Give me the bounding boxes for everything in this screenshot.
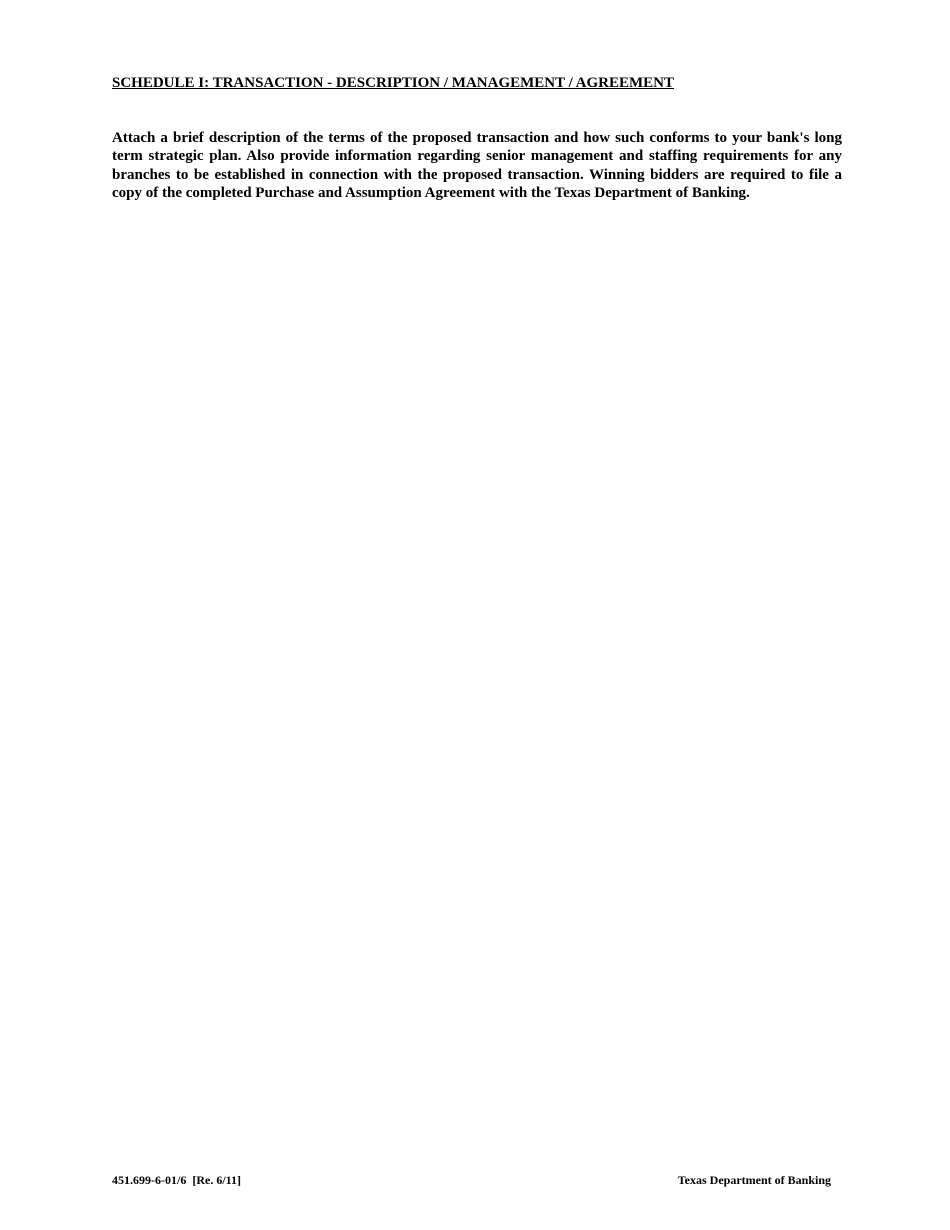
footer-agency-name: Texas Department of Banking [677, 1173, 831, 1187]
schedule-title: SCHEDULE I: TRANSACTION - DESCRIPTION / MANAGEMENT / AGREEMENT [112, 75, 675, 91]
footer-form-number: 451.699-6-01/6 [Re. 6/11] [112, 1173, 241, 1187]
instructions-paragraph: Attach a brief description of the terms of the proposed transaction and how such conforms to your bank's long term strategic plan. Also provide information regarding senior management and staffing requirements for any branches to be established in connection with the proposed transaction. Winning bidders are required to file a copy of the completed Purchase and Assumption Agreement with the Texas Department of Banking. [112, 130, 842, 201]
